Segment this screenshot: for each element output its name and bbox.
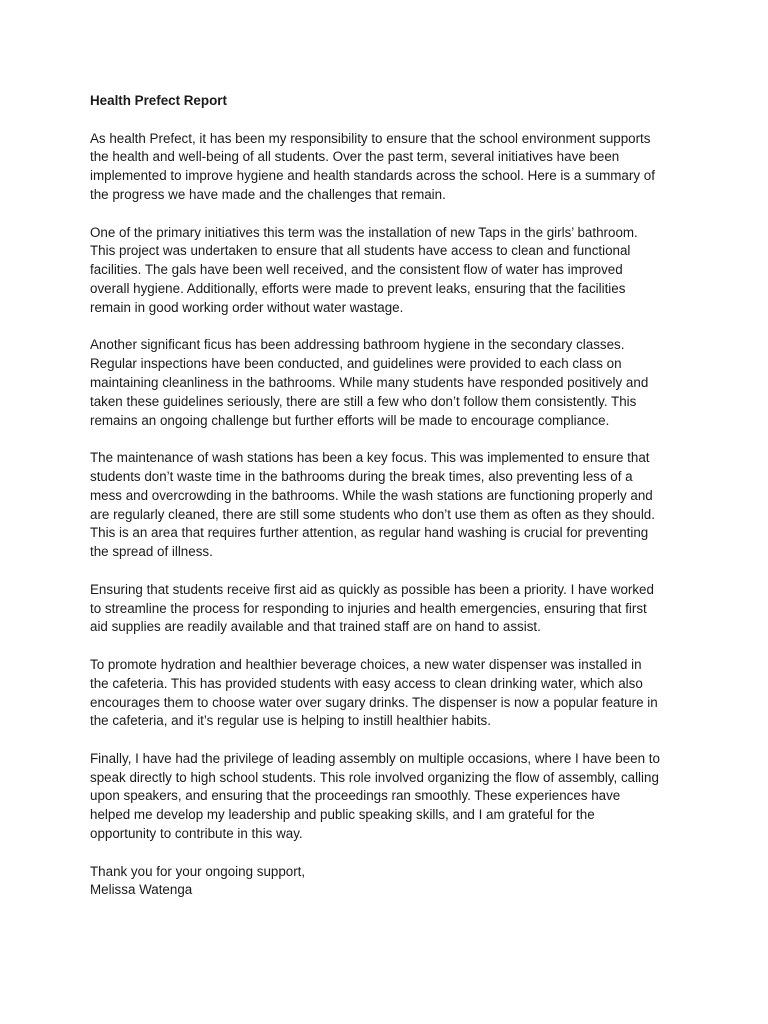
- paragraph-line: encourages them to choose water over sugary drinks. The dispenser is now a popular feature in: [90, 694, 658, 710]
- paragraph-line: upon speakers, and ensuring that the proceedings ran smoothly. These experiences have: [90, 788, 621, 804]
- paragraph-line: helped me develop my leadership and public speaking skills, and I am grateful for the: [90, 807, 595, 823]
- paragraph-line: students don’t waste time in the bathrooms during the break times, also preventing less of a: [90, 468, 633, 484]
- paragraph-line: the spread of illness.: [90, 544, 213, 560]
- paragraph-line: To promote hydration and healthier beverage choices, a new water dispenser was installed in: [90, 656, 642, 672]
- paragraph-line: mess and overcrowding in the bathrooms. While the wash stations are functioning properly and: [90, 487, 653, 503]
- paragraph-line: Finally, I have had the privilege of leading assembly on multiple occasions, where I have been to: [90, 750, 660, 766]
- paragraph-line: This project was undertaken to ensure that all students have access to clean and functional: [90, 243, 631, 259]
- paragraph-line: facilities. The gals have been well received, and the consistent flow of water has improved: [90, 262, 623, 278]
- paragraph-line: to streamline the process for responding to injuries and health emergencies, ensuring that first: [90, 600, 647, 616]
- paragraph-taps-installation: [90, 224, 768, 318]
- paragraph-introduction: [90, 130, 768, 205]
- paragraph-line: remains an ongoing challenge but further efforts will be made to encourage compliance.: [90, 412, 610, 428]
- paragraph-line: the cafeteria. This has provided students with easy access to clean drinking water, which also: [90, 675, 643, 691]
- paragraph-line: As health Prefect, it has been my responsibility to ensure that the school environment supports: [90, 130, 651, 146]
- paragraph-line: This is an area that requires further attention, as regular hand washing is crucial for preventing: [90, 525, 649, 541]
- paragraph-line: maintaining cleanliness in the bathrooms. While many students have responded positively and: [90, 374, 649, 390]
- paragraph-first-aid: [90, 581, 768, 637]
- signature-name: Melissa Watenga: [90, 882, 193, 898]
- paragraph-line: Ensuring that students receive first aid as quickly as possible has been a priority. I have worked: [90, 581, 654, 597]
- paragraph-line: overall hygiene. Additionally, efforts were made to prevent leaks, ensuring that the facilities: [90, 280, 626, 296]
- paragraph-line: One of the primary initiatives this term was the installation of new Taps in the girls’ bathroom.: [90, 224, 638, 240]
- document-title: Health Prefect Report: [90, 93, 227, 108]
- paragraph-line: remain in good working order without water wastage.: [90, 299, 404, 315]
- paragraph-line: are regularly cleaned, there are still some students who don’t use them as often as they should.: [90, 506, 655, 522]
- paragraph-line: the cafeteria, and it’s regular use is helping to instill healthier habits.: [90, 713, 491, 729]
- paragraph-line: Regular inspections have been conducted, and guidelines were provided to each class on: [90, 356, 622, 372]
- paragraph-line: Another significant ficus has been addressing bathroom hygiene in the secondary classes.: [90, 337, 625, 353]
- paragraph-line: taken these guidelines seriously, there are still a few who don’t follow them consistently. This: [90, 393, 637, 409]
- paragraph-line: implemented to improve hygiene and health standards across the school. Here is a summary of: [90, 168, 655, 184]
- paragraph-line: the progress we have made and the challenges that remain.: [90, 186, 446, 202]
- paragraph-line: speak directly to high school students. This role involved organizing the flow of assembly, calling: [90, 769, 659, 785]
- closing-line: Thank you for your ongoing support,: [90, 863, 306, 879]
- paragraph-line: aid supplies are readily available and that trained staff are on hand to assist.: [90, 619, 541, 635]
- paragraph-line: the health and well-being of all students. Over the past term, several initiatives have been: [90, 149, 620, 165]
- paragraph-assembly: [90, 750, 768, 844]
- paragraph-line: opportunity to contribute in this way.: [90, 826, 303, 842]
- closing-block: [90, 863, 768, 901]
- paragraph-line: The maintenance of wash stations has been a key focus. This was implemented to ensure that: [90, 450, 650, 466]
- paragraph-water-dispenser: [90, 656, 768, 731]
- paragraph-bathroom-hygiene: [90, 336, 768, 430]
- paragraph-wash-stations: [90, 449, 768, 562]
